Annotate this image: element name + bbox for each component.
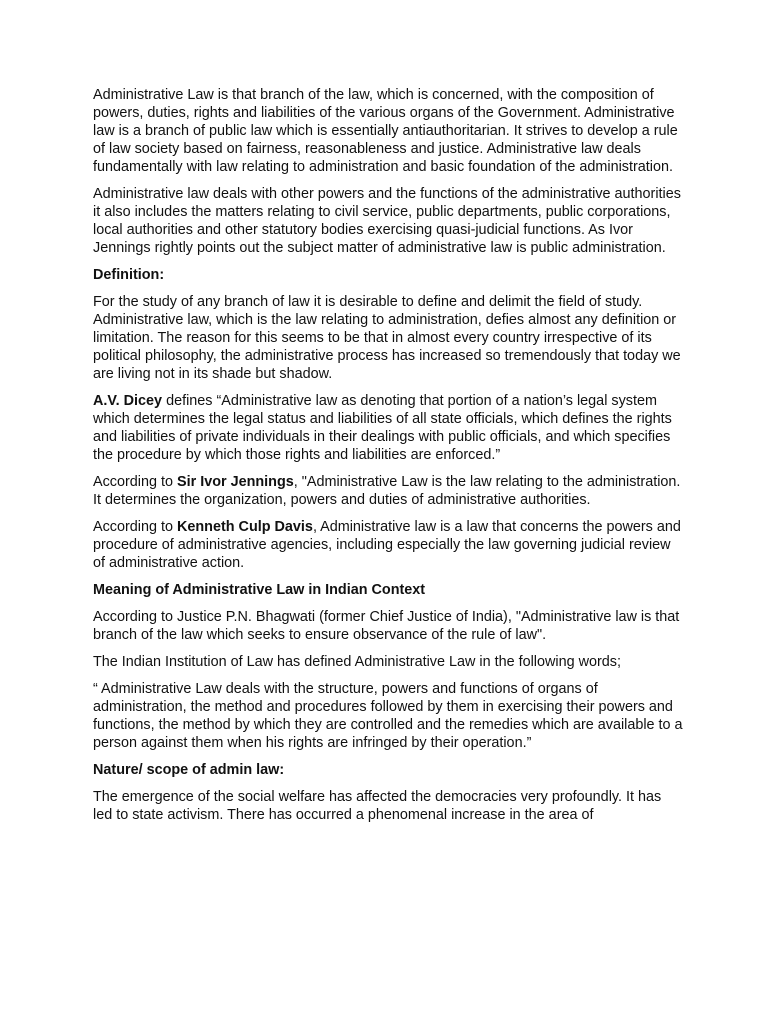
definition-paragraph: For the study of any branch of law it is desirable to define and delimit the field of study. Administrative law, which is the law relating to administration, defies almost any definition or limitation. The reason for this seems to be that in almost every country irrespective of its political philosophy, the administrative process has increased so tremendously that today we are living not in its shade but shadow. bbox=[93, 294, 681, 382]
institution-quote: “ Administrative Law deals with the structure, powers and functions of organs of administration, the method and procedures followed by them in exercising their powers and functions, the method by which they are controlled and the remedies which are available to a person against them when his rights are infringed by their operation.” bbox=[93, 681, 683, 751]
institution-paragraph: The Indian Institution of Law has defined Administrative Law in the following words; bbox=[93, 654, 621, 670]
davis-name: Kenneth Culp Davis bbox=[177, 519, 313, 535]
jennings-text: , "Administrative Law is the law relating to the administration. It determines the organization, powers and duties of administrative authorities. bbox=[93, 474, 681, 508]
dicey-name: A.V. Dicey bbox=[93, 393, 163, 409]
scope-paragraph: Administrative law deals with other powers and the functions of the administrative authorities it also includes the matters relating to civil service, public departments, public corporations, local authorities and other statutory bodies exercising quasi-judicial functions. As Ivor Jennings rightly points out the subject matter of administrative law is public administration. bbox=[93, 186, 681, 256]
jennings-paragraph bbox=[93, 473, 683, 509]
definition-heading: Definition: bbox=[93, 267, 165, 283]
davis-prefix: According to bbox=[93, 519, 177, 535]
document-page bbox=[93, 86, 683, 833]
davis-text: , Administrative law is a law that concerns the powers and procedure of administrative agencies, including especially the law governing judicial review of administrative action. bbox=[93, 519, 681, 571]
bhagwati-paragraph: According to Justice P.N. Bhagwati (former Chief Justice of India), "Administrative law is that branch of the law which seeks to ensure observance of the rule of law". bbox=[93, 609, 680, 643]
meaning-heading: Meaning of Administrative Law in Indian Context bbox=[93, 582, 426, 598]
nature-paragraph: The emergence of the social welfare has affected the democracies very profoundly. It has led to state activism. There has occurred a phenomenal increase in the area of bbox=[93, 789, 662, 823]
dicey-text: defines “Administrative law as denoting that portion of a nation’s legal system which determines the legal status and liabilities of all state officials, which defines the rights and liabilities of private individuals in their dealings with public officials, and which specifies the procedure by which those rights and liabilities are enforced.” bbox=[93, 393, 672, 463]
intro-paragraph: Administrative Law is that branch of the law, which is concerned, with the composition of powers, duties, rights and liabilities of the various organs of the Government. Administrative law is a branch of public law which is essentially antiauthoritarian. It strives to develop a rule of law society based on fairness, reasonableness and justice. Administrative law deals fundamentally with law relating to administration and basic foundation of the administration. bbox=[93, 87, 678, 175]
dicey-paragraph bbox=[93, 392, 683, 464]
nature-heading: Nature/ scope of admin law: bbox=[93, 762, 285, 778]
jennings-prefix: According to bbox=[93, 474, 177, 490]
jennings-name: Sir Ivor Jennings bbox=[177, 474, 294, 490]
davis-paragraph bbox=[93, 518, 683, 572]
